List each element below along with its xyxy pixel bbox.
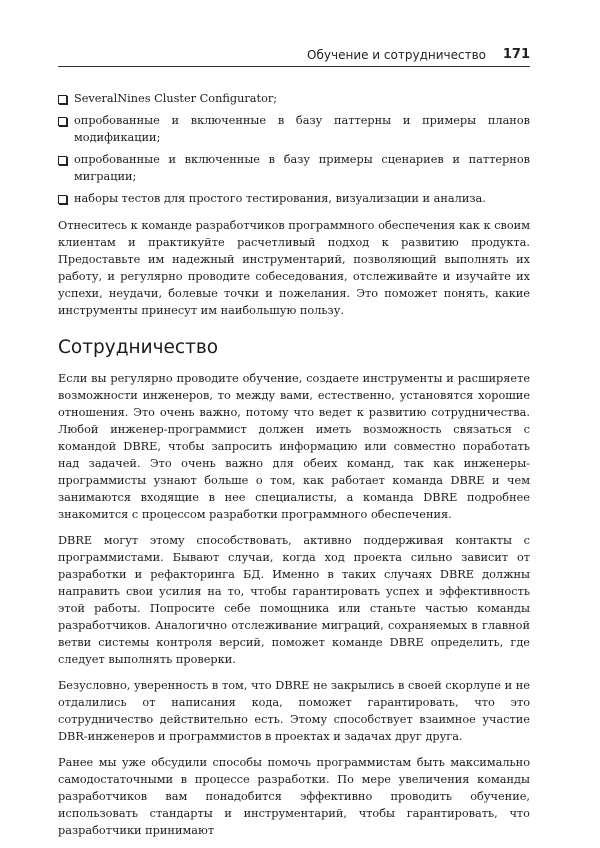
list-item-text: наборы тестов для простого тестирования, визуализации и анализа. [74, 192, 486, 205]
checkbox-bullet-icon [58, 195, 67, 204]
bullet-list [58, 90, 530, 207]
intro-paragraph: Отнеситесь к команде разработчиков программного обеспечения как к своим клиентам и практикуйте расчетливый подход к развитию продукта. Предоставьте им надежный инструментарий, позволяющий выполнять их работу, и регулярно проводите собеседования, отслеживайте и изучайте их успехи, неудачи, болевые точки и пожелания. Это поможет понять, какие инструменты принесут им наибольшую пользу. [58, 219, 530, 317]
list-item [58, 112, 530, 146]
checkbox-bullet-icon [58, 117, 67, 126]
list-item-text: опробованные и включенные в базу примеры сценариев и паттернов миграции; [74, 153, 530, 183]
list-item [58, 90, 530, 107]
body-paragraph: DBRE могут этому способствовать, активно поддерживая контакты с программистами. Бывают случаи, когда ход проекта сильно зависит от разработки и рефакторинга БД. Именно в таких случаях DBRE должны направить свои усилия на то, чтобы гарантировать успех и эффективность этой работы. Попросите себе помощника или станьте частью команды разработчиков. Аналогично отслеживание миграций, сохраняемых в главной ветви системы контроля версий, поможет команде DBRE определить, где следует выполнять проверки. [58, 534, 530, 666]
section-heading: Сотрудничество [58, 337, 219, 358]
body-paragraph: Ранее мы уже обсудили способы помочь программистам быть максимально самодостаточными в процессе разработки. По мере увеличения команды разработчиков вам понадобится эффективно проводить обучение, использовать стандарты и инструментарий, чтобы гарантировать, что разработчики принимают [58, 756, 530, 837]
page-number: 171 [502, 47, 530, 62]
chapter-title: Обучение и сотрудничество [307, 48, 486, 62]
list-item [58, 151, 530, 185]
list-item [58, 190, 530, 207]
page-body [58, 90, 530, 848]
list-item-text: SeveralNines Cluster Configurator; [74, 92, 278, 105]
body-paragraph: Если вы регулярно проводите обучение, создаете инструменты и расширяете возможности инженеров, то между вами, естественно, установятся хорошие отношения. Это очень важно, потому что ведет к развитию сотрудничества. Любой инженер-программист должен иметь возможность связаться с командой DBRE, чтобы запросить информацию или совместно поработать над задачей. Это очень важно для обеих команд, так как инженеры-программисты узнают больше о том, как работает команда DBRE и чем занимаются входящие в нее специалисты, а команда DBRE подробнее знакомится с процессом разработки программного обеспечения. [58, 372, 530, 521]
checkbox-bullet-icon [58, 156, 67, 165]
list-item-text: опробованные и включенные в базу паттерны и примеры планов модификации; [74, 114, 530, 144]
checkbox-bullet-icon [58, 95, 67, 104]
running-header [58, 44, 530, 67]
body-paragraph: Безусловно, уверенность в том, что DBRE не закрылись в своей скорлупе и не отдалились от написания кода, поможет гарантировать, что это сотрудничество действительно есть. Этому способствует взаимное участие DBR-инженеров и программистов в проектах и задачах друг друга. [58, 679, 530, 743]
